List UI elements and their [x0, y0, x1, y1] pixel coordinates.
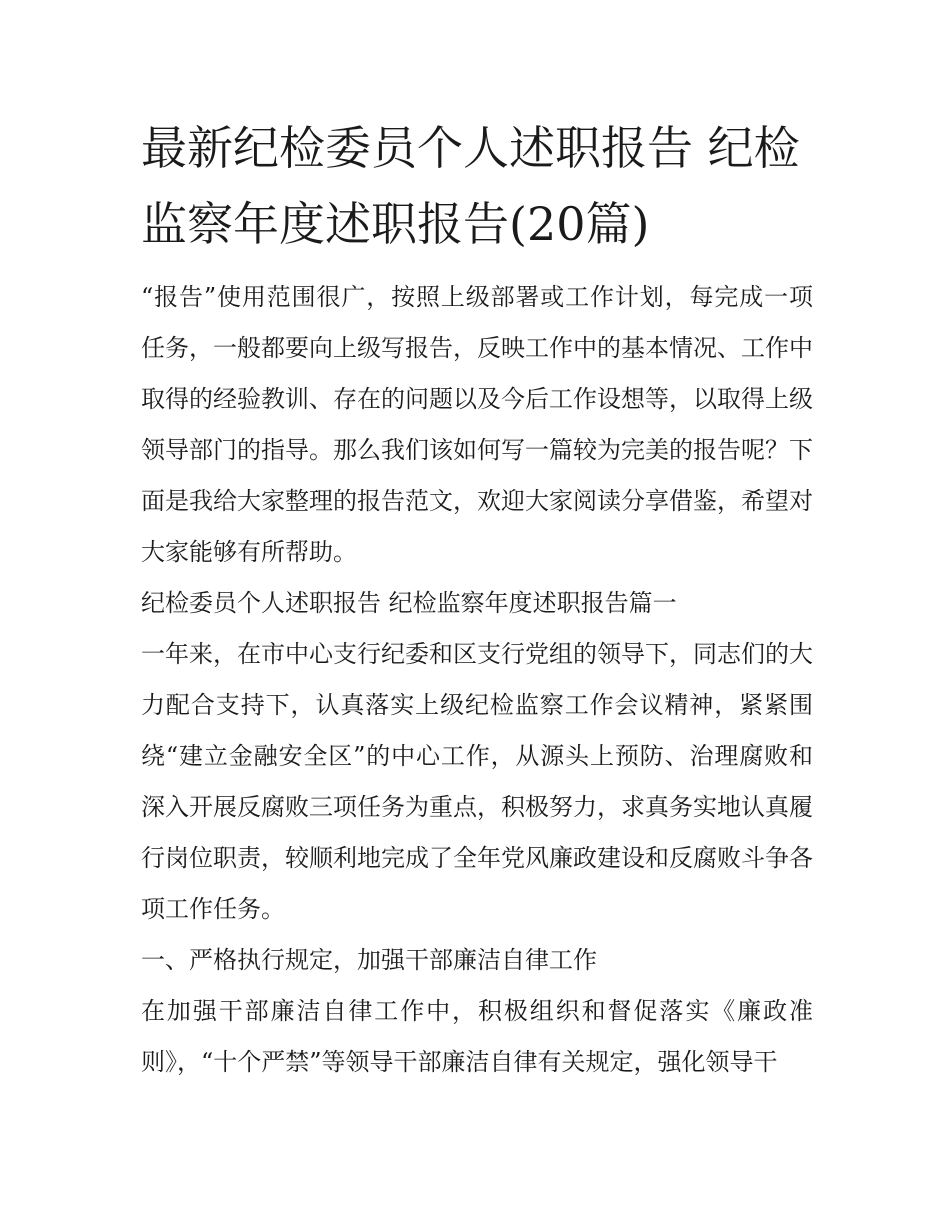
section-heading: 纪检委员个人述职报告 纪检监察年度述职报告篇一	[141, 589, 677, 617]
document-page	[141, 110, 813, 1088]
subsection-heading: 一、严格执行规定，加强干部廉洁自律工作	[141, 946, 597, 974]
document-title: 最新纪检委员个人述职报告 纪检监察年度述职报告(20篇)	[141, 121, 800, 251]
body-paragraph: 一年来，在市中心支行纪委和区支行党组的领导下，同志们的大力配合支持下，认真落实上级纪检监察工作会议精神，紧紧围绕“建立金融安全区”的中心工作，从源头上预防、治理腐败和深入开展反腐败三项任务为重点，积极努力，求真务实地认真履行岗位职责，较顺利地完成了全年党风廉政建设和反腐败斗争各项工作任务。	[141, 640, 813, 923]
body-paragraph: 在加强干部廉洁自律工作中，积极组织和督促落实《廉政准则》，“十个严禁”等领导干部廉洁自律有关规定，强化领导干	[141, 997, 813, 1076]
intro-paragraph: “报告”使用范围很广，按照上级部署或工作计划，每完成一项任务，一般都要向上级写报告，反映工作中的基本情况、工作中取得的经验教训、存在的问题以及今后工作设想等，以取得上级领导部门的指导。那么我们该如何写一篇较为完美的报告呢？下面是我给大家整理的报告范文，欢迎大家阅读分享借鉴，希望对大家能够有所帮助。	[141, 283, 813, 566]
